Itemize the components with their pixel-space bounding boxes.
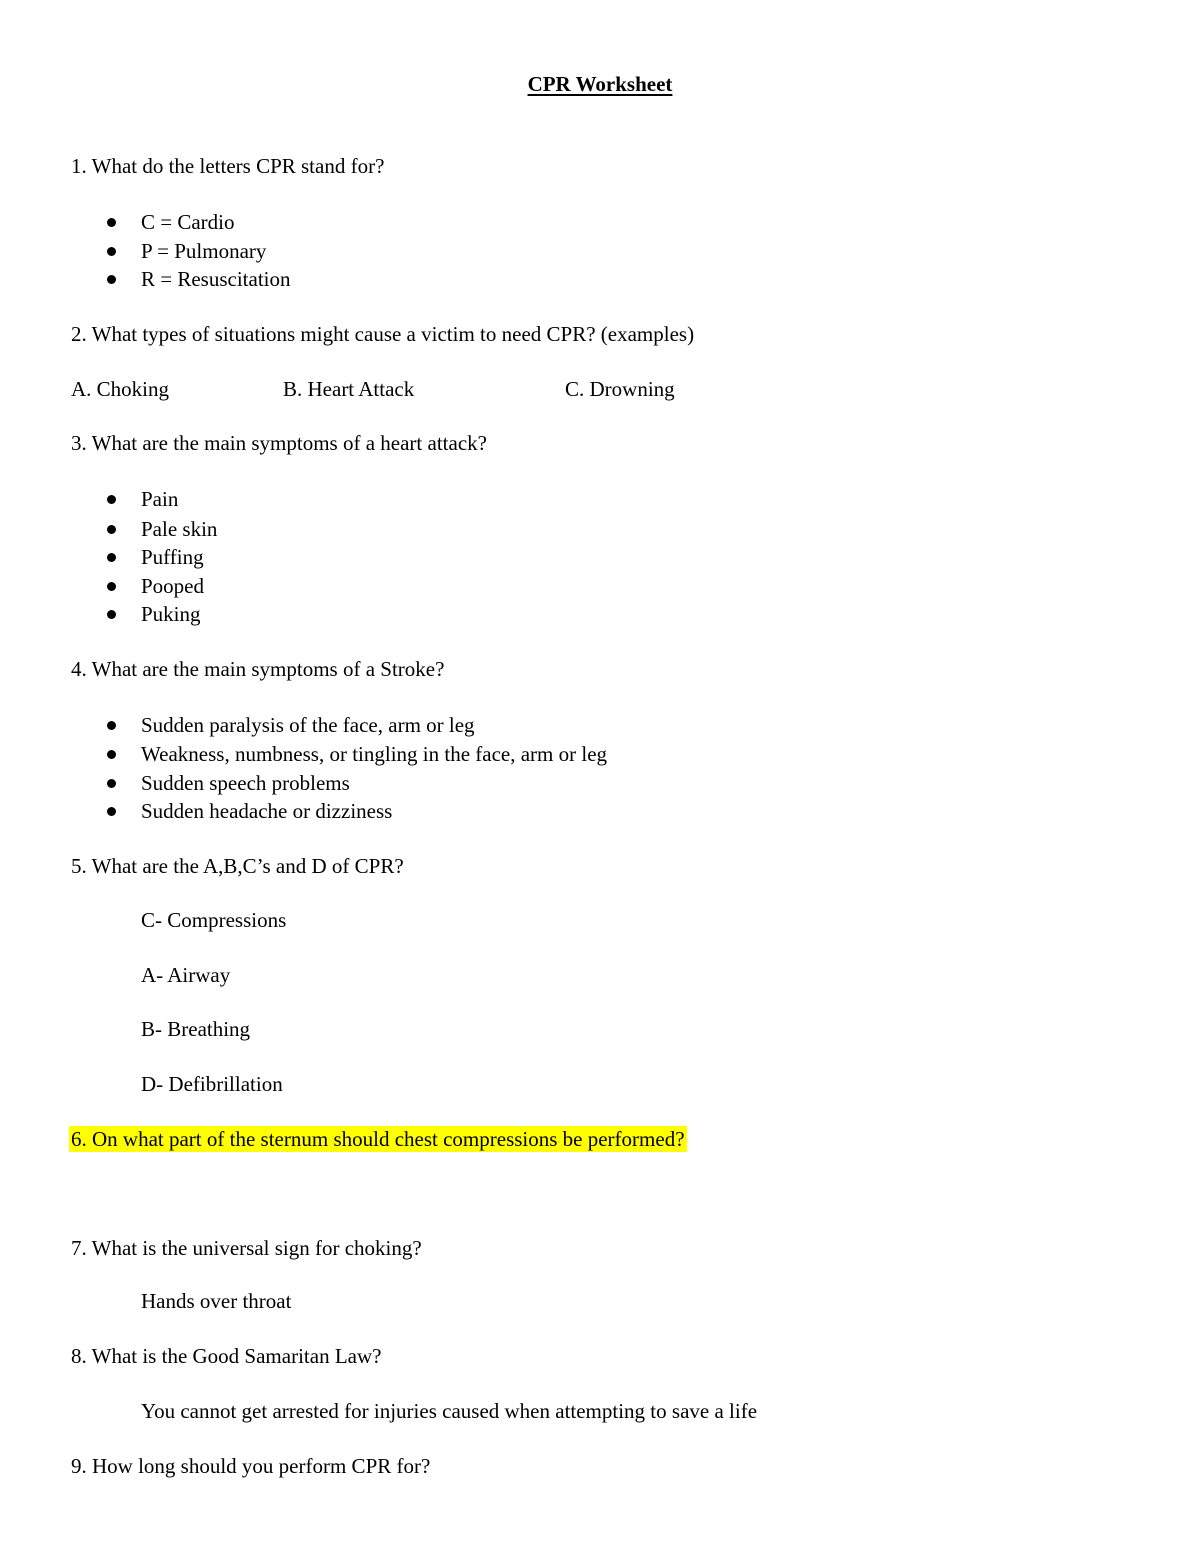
answer-item: Hands over throat bbox=[141, 1289, 292, 1313]
bullet-icon bbox=[107, 779, 116, 788]
answer-item: Sudden paralysis of the face, arm or leg bbox=[141, 713, 475, 737]
question-6-highlighted: 6. On what part of the sternum should chest compressions be performed? bbox=[71, 1127, 685, 1151]
question-8: 8. What is the Good Samaritan Law? bbox=[71, 1344, 382, 1368]
answer-item: Pooped bbox=[141, 574, 204, 598]
bullet-icon bbox=[107, 553, 116, 562]
answer-item: Sudden speech problems bbox=[141, 771, 350, 795]
answer-item: You cannot get arrested for injuries caused when attempting to save a life bbox=[141, 1399, 758, 1423]
question-9: 9. How long should you perform CPR for? bbox=[71, 1454, 431, 1478]
question-2: 2. What types of situations might cause a victim to need CPR? (examples) bbox=[71, 322, 695, 346]
question-7: 7. What is the universal sign for choking? bbox=[71, 1236, 422, 1260]
answer-item: B. Heart Attack bbox=[283, 377, 415, 401]
bullet-icon bbox=[107, 525, 116, 534]
answer-item: B- Breathing bbox=[141, 1017, 251, 1041]
bullet-icon bbox=[107, 275, 116, 284]
bullet-icon bbox=[107, 610, 116, 619]
question-4: 4. What are the main symptoms of a Stroke? bbox=[71, 657, 445, 681]
answer-item: C = Cardio bbox=[141, 210, 235, 234]
answer-item: A. Choking bbox=[71, 377, 170, 401]
question-1: 1. What do the letters CPR stand for? bbox=[71, 154, 385, 178]
answer-item: Pain bbox=[141, 487, 179, 511]
page-title: CPR Worksheet bbox=[527, 72, 673, 96]
answer-item: C- Compressions bbox=[141, 908, 287, 932]
bullet-icon bbox=[107, 750, 116, 759]
answer-item: R = Resuscitation bbox=[141, 267, 291, 291]
bullet-icon bbox=[107, 721, 116, 730]
bullet-icon bbox=[107, 582, 116, 591]
bullet-icon bbox=[107, 247, 116, 256]
bullet-icon bbox=[107, 807, 116, 816]
answer-item: C. Drowning bbox=[565, 377, 675, 401]
answer-item: D- Defibrillation bbox=[141, 1072, 283, 1096]
bullet-icon bbox=[107, 495, 116, 504]
answer-item: Sudden headache or dizziness bbox=[141, 799, 393, 823]
answer-item: Pale skin bbox=[141, 517, 218, 541]
bullet-icon bbox=[107, 218, 116, 227]
answer-item: P = Pulmonary bbox=[141, 239, 267, 263]
answer-item: Puffing bbox=[141, 545, 204, 569]
answer-item: Weakness, numbness, or tingling in the face, arm or leg bbox=[141, 742, 608, 766]
answer-item: Puking bbox=[141, 602, 201, 626]
question-5: 5. What are the A,B,C’s and D of CPR? bbox=[71, 854, 404, 878]
question-3: 3. What are the main symptoms of a heart attack? bbox=[71, 431, 487, 455]
answer-item: A- Airway bbox=[141, 963, 231, 987]
